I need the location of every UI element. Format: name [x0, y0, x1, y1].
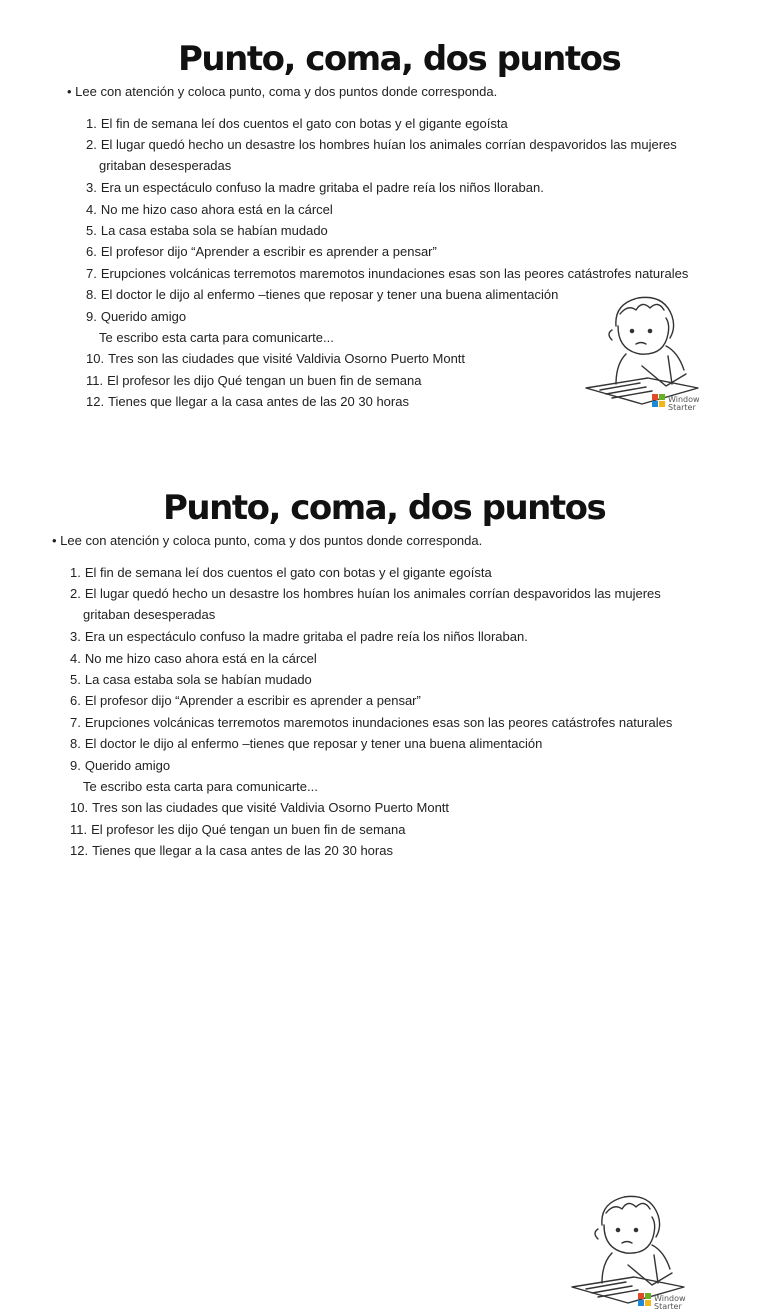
- exercise-continuation: gritaban desesperadas: [83, 607, 216, 623]
- exercise-item: [86, 199, 333, 220]
- exercise-number: 4.: [86, 201, 97, 217]
- exercise-item: [70, 733, 542, 754]
- exercise-item: [70, 690, 421, 711]
- exercise-text: Tienes que llegar a la casa antes de las 20 30 horas: [108, 394, 409, 410]
- exercise-item: [86, 134, 677, 176]
- exercise-number: 12.: [70, 843, 89, 859]
- exercise-continuation: gritaban desesperadas: [99, 158, 232, 174]
- exercise-text: El doctor le dijo al enfermo –tienes que reposar y tener una buena alimentación: [100, 287, 559, 303]
- exercise-number: 8.: [86, 287, 97, 303]
- exercise-item: [70, 669, 312, 690]
- exercise-item: [70, 648, 317, 669]
- worksheet-title: Punto, coma, dos puntos: [178, 39, 621, 79]
- watermark-line: Starter: [654, 1302, 682, 1311]
- exercise-item: [70, 755, 318, 797]
- exercise-number: 8.: [70, 736, 81, 752]
- exercise-text: Erupciones volcánicas terremotos maremotos inundaciones esas son las peores catástrofes naturales: [100, 265, 689, 281]
- exercise-number: 12.: [86, 394, 105, 410]
- exercise-text: Tres son las ciudades que visité Valdivia Osorno Puerto Montt: [108, 351, 466, 367]
- exercise-text: El profesor dijo “Aprender a escribir es aprender a pensar”: [84, 693, 421, 709]
- exercise-number: 6.: [70, 693, 81, 709]
- exercise-number: 5.: [70, 672, 81, 687]
- exercise-text: Querido amigo: [100, 308, 187, 324]
- exercise-item: [86, 263, 688, 284]
- exercise-text: El profesor les dijo Qué tengan un buen fin de semana: [91, 821, 406, 837]
- watermark-line: Starter: [668, 403, 696, 412]
- exercise-item: [86, 241, 437, 262]
- exercise-item: [86, 220, 328, 241]
- exercise-number: 5.: [86, 223, 97, 238]
- watermark-line: Window: [668, 395, 700, 404]
- exercise-item: [86, 391, 409, 412]
- exercise-number: 6.: [86, 244, 97, 260]
- exercise-number: 3.: [70, 629, 81, 645]
- exercise-number: 9.: [86, 308, 97, 324]
- worksheet-title: Punto, coma, dos puntos: [163, 488, 606, 528]
- exercise-text: No me hizo caso ahora está en la cárcel: [84, 650, 317, 666]
- windows-logo-icon: [638, 1293, 652, 1307]
- exercise-number: 7.: [86, 265, 97, 281]
- exercise-item: [70, 840, 393, 861]
- exercise-item: [86, 177, 544, 198]
- exercise-number: 10.: [86, 351, 105, 367]
- exercise-number: 7.: [70, 714, 81, 730]
- exercise-text: La casa estaba sola se habían mudado: [84, 672, 312, 687]
- windows-logo-icon: [652, 394, 666, 408]
- instruction-text: • Lee con atención y coloca punto, coma y dos puntos donde corresponda.: [67, 84, 498, 99]
- exercise-continuation: Te escribo esta carta para comunicarte...: [99, 329, 334, 345]
- exercise-text: El doctor le dijo al enfermo –tienes que reposar y tener una buena alimentación: [84, 736, 543, 752]
- exercise-number: 1.: [70, 565, 81, 580]
- exercise-text: No me hizo caso ahora está en la cárcel: [100, 201, 333, 217]
- exercise-number: 10.: [70, 800, 89, 816]
- watermark-text: [654, 1295, 686, 1311]
- exercise-item: [70, 712, 672, 733]
- watermark-line: Window: [654, 1294, 686, 1303]
- exercise-text: La casa estaba sola se habían mudado: [100, 223, 328, 238]
- exercise-item: [70, 819, 405, 840]
- exercise-text: El profesor dijo “Aprender a escribir es aprender a pensar”: [100, 244, 437, 260]
- exercise-number: 11.: [86, 372, 104, 388]
- exercise-text: El profesor les dijo Qué tengan un buen fin de semana: [107, 372, 422, 388]
- exercise-number: 2.: [70, 586, 81, 602]
- exercise-text: Erupciones volcánicas terremotos maremotos inundaciones esas son las peores catástrofes naturales: [84, 714, 673, 730]
- exercise-item: [70, 797, 449, 818]
- exercise-item: [86, 370, 421, 391]
- exercise-text: Tres son las ciudades que visité Valdivia Osorno Puerto Montt: [92, 800, 450, 816]
- exercise-text: Querido amigo: [84, 757, 171, 773]
- exercise-number: 1.: [86, 116, 97, 131]
- instruction-text: • Lee con atención y coloca punto, coma y dos puntos donde corresponda.: [52, 533, 483, 548]
- exercise-number: 3.: [86, 180, 97, 196]
- exercise-item: [86, 113, 508, 134]
- exercise-text: El fin de semana leí dos cuentos el gato con botas y el gigante egoísta: [100, 116, 508, 131]
- exercise-item: [70, 626, 528, 647]
- exercise-text: El lugar quedó hecho un desastre los hombres huían los animales corrían despavoridos las mujeres: [100, 137, 677, 153]
- exercise-number: 9.: [70, 757, 81, 773]
- exercise-continuation: Te escribo esta carta para comunicarte...: [83, 778, 318, 794]
- exercise-text: El fin de semana leí dos cuentos el gato con botas y el gigante egoísta: [84, 565, 492, 580]
- exercise-text: Tienes que llegar a la casa antes de las 20 30 horas: [92, 843, 393, 859]
- watermark-text: [668, 396, 700, 412]
- exercise-item: [70, 562, 492, 583]
- exercise-text: Era un espectáculo confuso la madre gritaba el padre reía los niños lloraban.: [84, 629, 528, 645]
- exercise-text: Era un espectáculo confuso la madre gritaba el padre reía los niños lloraban.: [100, 180, 544, 196]
- exercise-number: 4.: [70, 650, 81, 666]
- exercise-item: [86, 348, 465, 369]
- exercise-item: [86, 306, 334, 348]
- exercise-text: El lugar quedó hecho un desastre los hombres huían los animales corrían despavoridos las mujeres: [84, 586, 661, 602]
- exercise-number: 11.: [70, 821, 88, 837]
- exercise-item: [86, 284, 558, 305]
- exercise-item: [70, 583, 661, 625]
- exercise-number: 2.: [86, 137, 97, 153]
